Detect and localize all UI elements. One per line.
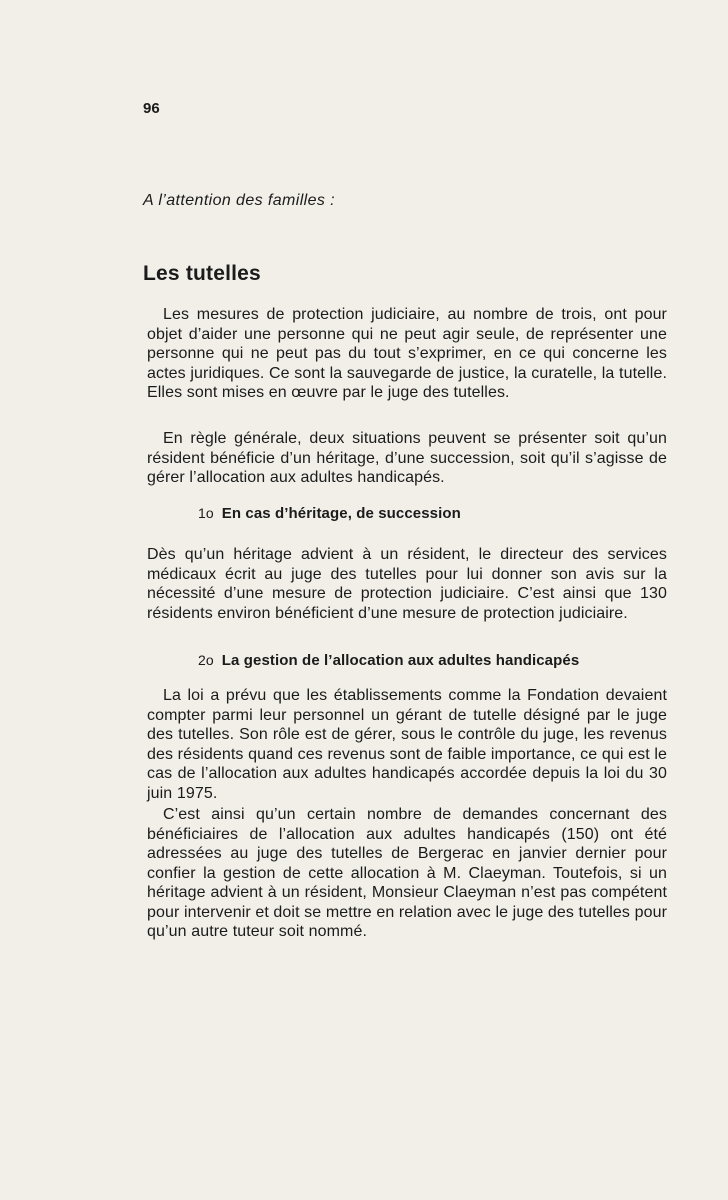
- subheading-allocation: [198, 652, 579, 669]
- attention-line: A l’attention des familles :: [143, 192, 336, 209]
- subheading-number: 2o: [198, 652, 214, 668]
- paragraph-intro: Les mesures de protection judiciaire, au nombre de trois, ont pour objet d’aider une personne qui ne peut agir seule, de représenter une personne qui ne peut pas du tout s’exprimer, en ce qui concerne les actes juridiques. Ce sont la sauvegarde de justice, la curatelle, la tutelle. Elles sont mises en œuvre par le juge des tutelles.: [147, 306, 667, 401]
- subheading-title: La gestion de l’allocation aux adultes handicapés: [221, 652, 580, 669]
- subheading-number: 1o: [198, 505, 214, 521]
- paragraph-law: La loi a prévu que les établissements comme la Fondation devaient compter parmi leur personnel un gérant de tutelle désigné par le juge des tutelles. Son rôle est de gérer, sous le contrôle du juge, les revenus des résidents quand ces revenus sont de faible importance, ce qui est le cas de l’allocation aux adultes handicapés accordée depuis la loi du 30 juin 1975.: [147, 687, 667, 802]
- page-number: 96: [143, 100, 160, 117]
- section-title: Les tutelles: [143, 262, 261, 285]
- paragraph-situations: En règle générale, deux situations peuvent se présenter soit qu’un résident bénéficie d’un héritage, d’une succession, soit qu’il s’agisse de gérer l’allocation aux adultes handicapés.: [147, 430, 667, 486]
- subheading-title: En cas d’héritage, de succession: [221, 505, 461, 522]
- paragraph-requests: C’est ainsi qu’un certain nombre de demandes concernant des bénéficiaires de l’allocation aux adultes handicapés (150) ont été adressées au juge des tutelles de Bergerac en janvier dernier pour confier la gestion de cette allocation à M. Claeyman. Toutefois, si un héritage advient à un résident, Monsieur Claeyman n’est pas compétent pour intervenir et doit se mettre en relation avec le juge des tutelles pour qu’un autre tuteur soit nommé.: [147, 806, 667, 940]
- subheading-heritage: [198, 505, 461, 522]
- paragraph-heritage: Dès qu’un héritage advient à un résident, le directeur des services médicaux écrit au juge des tutelles pour lui donner son avis sur la nécessité d’une mesure de protection judiciaire. C’est ainsi que 130 résidents environ bénéficient d’une mesure de protection judiciaire.: [147, 546, 667, 622]
